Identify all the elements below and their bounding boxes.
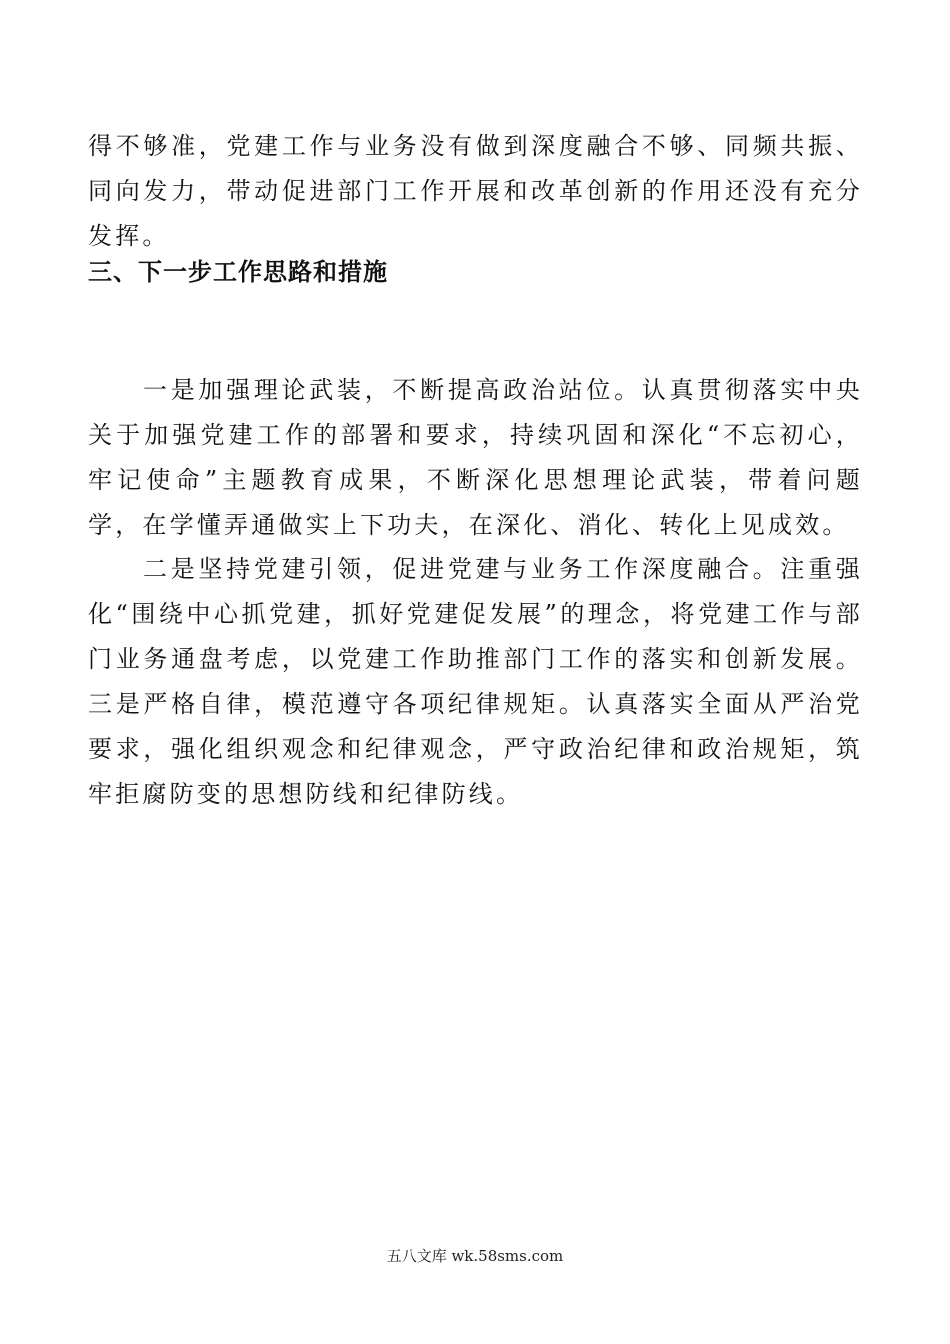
footer-watermark: 五八文库 wk.58sms.com (386, 1247, 564, 1265)
paragraph-measure-two-three: 二是坚持党建引领，促进党建与业务工作深度融合。注重强化“围绕中心抓党建，抓好党建促发展”的理念，将党建工作与部门业务通盘考虑，以党建工作助推部门工作的落实和创新发展。三是严格自律，模范遵守各项纪律规矩。认真落实全面从严治党要求，强化组织观念和纪律观念，严守政治纪律和政治规矩，筑牢拒腐防变的思想防线和纪律防线。 (88, 555, 863, 808)
section-heading: 三、下一步工作思路和措施 (88, 258, 388, 286)
paragraph-continued: 得不够准，党建工作与业务没有做到深度融合不够、同频共振、同向发力，带动促进部门工作开展和改革创新的作用还没有充分发挥。 (88, 132, 863, 250)
paragraph-measure-one: 一是加强理论武装，不断提高政治站位。认真贯彻落实中央关于加强党建工作的部署和要求，持续巩固和深化“不忘初心，牢记使命”主题教育成果，不断深化思想理论武装，带着问题学，在学懂弄通做实上下功夫，在深化、消化、转化上见成效。 (88, 376, 863, 539)
